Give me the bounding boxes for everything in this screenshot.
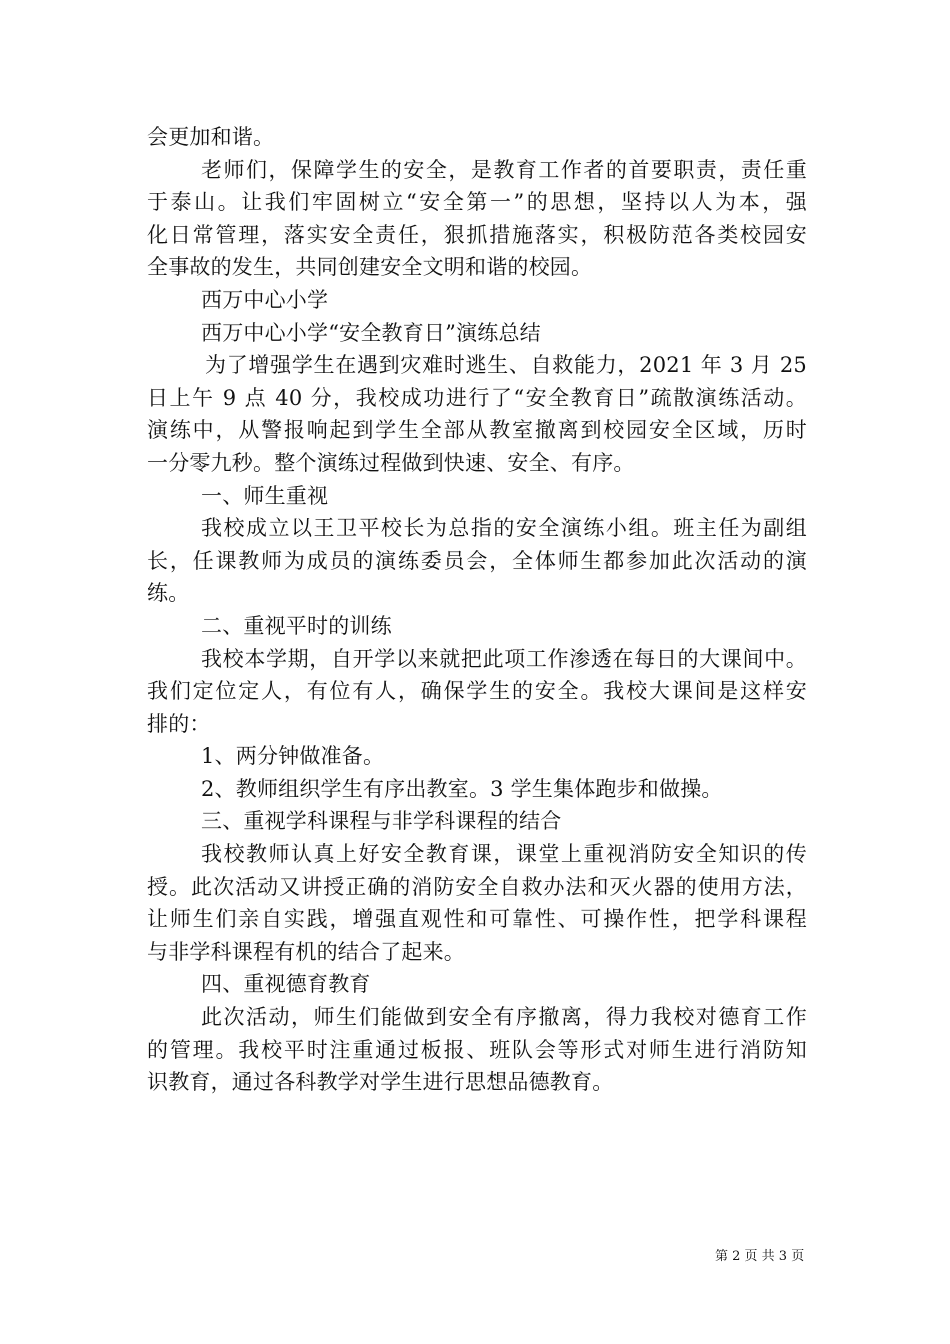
text-line: 西万中心小学“安全教育日”演练总结 (201, 320, 541, 345)
text-line: 四、重视德育教育 (201, 972, 371, 997)
text-line: 西万中心小学 (201, 287, 329, 312)
text-line: 排的： (147, 711, 211, 736)
text-line: 1、两分钟做准备。 (201, 744, 385, 769)
text-line: 我们定位定人，有位有人，确保学生的安全。我校大课间是这样安 (147, 679, 807, 704)
text-line: 此次活动，师生们能做到安全有序撤离，得力我校对德育工作 (201, 1005, 807, 1030)
text-line: 化日常管理，落实安全责任，狠抓措施落实，积极防范各类校园安 (147, 222, 807, 247)
text-line: 我校成立以王卫平校长为总指的安全演练小组。班主任为副组 (201, 516, 807, 541)
text-line: 练。 (147, 581, 190, 606)
text-line: 全事故的发生，共同创建安全文明和谐的校园。 (147, 255, 593, 280)
text-line: 二、重视平时的训练 (201, 613, 392, 638)
text-line: 与非学科课程有机的结合了起来。 (147, 939, 465, 964)
text-line: 识教育，通过各科教学对学生进行思想品德教育。 (147, 1070, 614, 1095)
page-number: 第 2 页 共 3 页 (715, 1249, 805, 1264)
text-line: 为了增强学生在遇到灾难时逃生、自救能力，2021 年 3 月 25 (205, 353, 807, 378)
text-line: 于泰山。让我们牢固树立“安全第一”的思想，坚持以人为本，强 (147, 190, 807, 215)
document-body (147, 121, 807, 1099)
text-line: 长，任课教师为成员的演练委员会，全体师生都参加此次活动的演 (147, 548, 807, 573)
text-line: 一、师生重视 (201, 483, 329, 508)
text-line: 会更加和谐。 (147, 125, 275, 149)
text-line: 演练中，从警报响起到学生全部从教室撤离到校园安全区域，历时 (147, 418, 807, 443)
text-line: 2、教师组织学生有序出教室。3 学生集体跑步和做操。 (201, 776, 723, 801)
text-line: 老师们，保障学生的安全，是教育工作者的首要职责，责任重 (201, 157, 807, 182)
text-line: 三、重视学科课程与非学科课程的结合 (201, 809, 562, 834)
text-line: 的管理。我校平时注重通过板报、班队会等形式对师生进行消防知 (147, 1037, 807, 1062)
text-line: 让师生们亲自实践，增强直观性和可靠性、可操作性，把学科课程 (147, 907, 807, 932)
text-line: 我校本学期，自开学以来就把此项工作渗透在每日的大课间中。 (201, 646, 807, 671)
text-line: 授。此次活动又讲授正确的消防安全自救办法和灭火器的使用方法， (147, 874, 807, 899)
text-line: 日上午 9 点 40 分，我校成功进行了“安全教育日”疏散演练活动。 (147, 385, 807, 410)
text-line: 一分零九秒。整个演练过程做到快速、安全、有序。 (147, 450, 635, 475)
text-line: 我校教师认真上好安全教育课，课堂上重视消防安全知识的传 (201, 842, 807, 867)
